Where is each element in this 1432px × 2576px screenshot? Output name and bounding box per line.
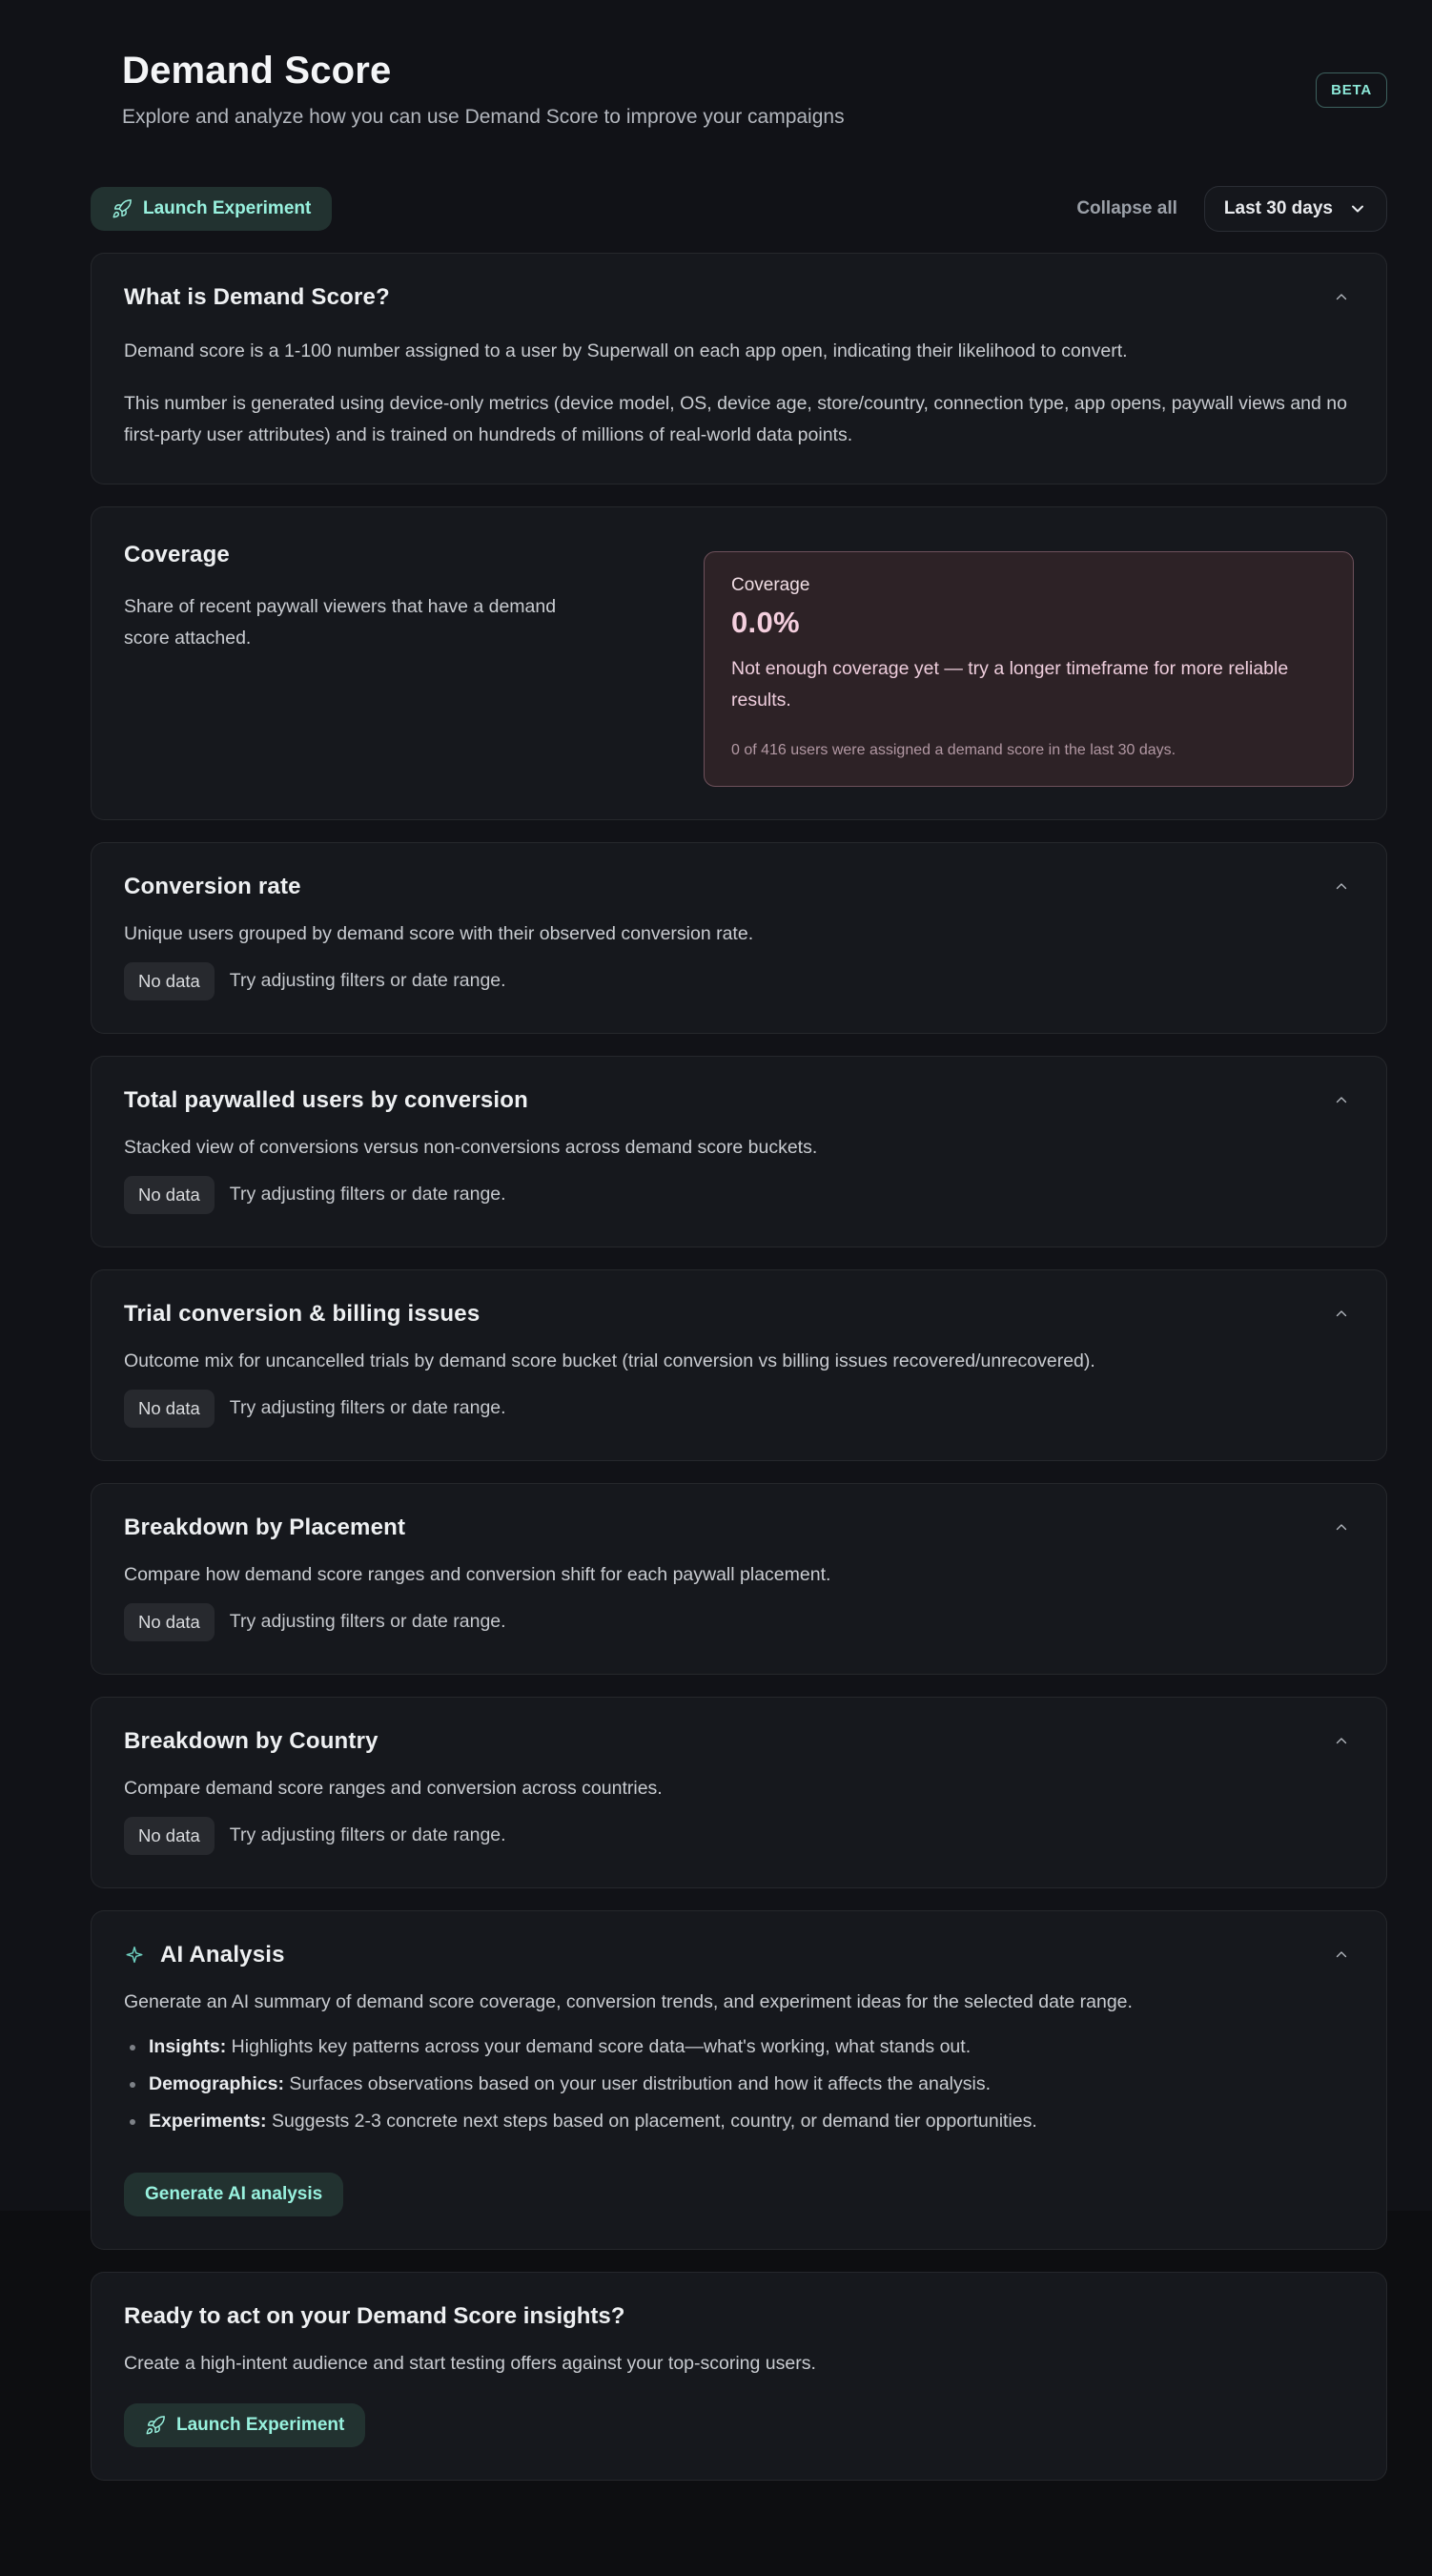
no-data-hint: Try adjusting filters or date range. [229, 970, 506, 992]
chevron-up-icon [1333, 884, 1350, 898]
bullet-label: Experiments: [149, 2110, 267, 2132]
chevron-up-icon [1333, 295, 1350, 309]
coverage-card-label: Coverage [731, 575, 810, 596]
launch-experiment-label: Launch Experiment [143, 198, 312, 218]
section-conversion-rate [91, 842, 1387, 1034]
chevron-up-icon [1333, 1525, 1350, 1539]
no-data-badge: No data [124, 1817, 215, 1855]
chevron-up-icon [1333, 1311, 1350, 1326]
toolbar [91, 186, 1387, 232]
section-description: Compare demand score ranges and conversion across countries. [124, 1777, 663, 1799]
section-header [124, 1087, 1354, 1114]
section-title: Coverage [124, 542, 230, 568]
section-header [124, 1515, 1354, 1541]
no-data-hint: Try adjusting filters or date range. [229, 1397, 506, 1419]
collapse-section-button[interactable] [1329, 875, 1354, 899]
section-title: Trial conversion & billing issues [124, 1300, 481, 1327]
section-list [91, 253, 1387, 2481]
coverage-value: 0.0% [731, 606, 800, 640]
ai-bullet-list [124, 2036, 1354, 2133]
section-total-paywalled-users [91, 1056, 1387, 1247]
no-data-row [124, 1390, 1354, 1428]
launch-experiment-button-bottom[interactable] [124, 2403, 365, 2447]
coverage-stat-card [704, 551, 1354, 786]
toolbar-right [1076, 186, 1387, 232]
cta-title: Ready to act on your Demand Score insights? [124, 2302, 625, 2329]
section-header [124, 284, 1354, 311]
section-trial-conversion [91, 1269, 1387, 1461]
no-data-badge: No data [124, 962, 215, 1000]
beta-badge: BETA [1316, 72, 1387, 108]
no-data-row [124, 1176, 1354, 1214]
collapse-section-button[interactable] [1329, 1729, 1354, 1754]
no-data-row [124, 1603, 1354, 1641]
no-data-badge: No data [124, 1603, 215, 1641]
section-breakdown-country [91, 1697, 1387, 1888]
chevron-up-icon [1333, 1739, 1350, 1753]
coverage-layout [124, 538, 1354, 786]
section-title: Conversion rate [124, 873, 301, 899]
date-range-value: Last 30 days [1223, 198, 1333, 218]
section-cta [91, 2272, 1387, 2481]
section-title: Breakdown by Country [124, 1727, 378, 1754]
no-data-hint: Try adjusting filters or date range. [229, 1184, 506, 1206]
bullet-text: Highlights key patterns across your demand score data—what's working, what stands out. [226, 2035, 972, 2057]
cta-description: Create a high-intent audience and start testing offers against your top-scoring users. [124, 2352, 816, 2374]
section-header [124, 1942, 1354, 1968]
what-is-paragraph-1: Demand score is a 1-100 number assigned to a user by Superwall on each app open, indicating their likelihood to convert. [124, 340, 1128, 361]
no-data-badge: No data [124, 1390, 215, 1428]
collapse-section-button[interactable] [1329, 1515, 1354, 1540]
what-is-paragraph-2: This number is generated using device-only metrics (device model, OS, device age, store/country, connection type, app opens, paywall views and no first-party user attributes) and is trained on hundreds of millions of real-world data points. [124, 393, 1347, 446]
coverage-description: Share of recent paywall viewers that have a demand score attached. [124, 596, 557, 649]
launch-experiment-button[interactable] [91, 187, 332, 231]
generate-ai-analysis-label: Generate AI analysis [145, 2183, 323, 2204]
section-header [124, 1301, 1354, 1328]
chevron-down-icon [1348, 199, 1367, 218]
sparkle-icon [124, 1945, 145, 1966]
launch-experiment-label: Launch Experiment [176, 2414, 345, 2435]
bullet-label: Demographics: [149, 2072, 284, 2094]
section-title: What is Demand Score? [124, 284, 390, 310]
page-title: Demand Score [122, 50, 392, 92]
coverage-text [124, 538, 601, 786]
generate-ai-analysis-button[interactable] [124, 2173, 343, 2216]
section-description: Stacked view of conversions versus non-conversions across demand score buckets. [124, 1136, 818, 1158]
section-title: Total paywalled users by conversion [124, 1086, 529, 1113]
collapse-section-button[interactable] [1329, 1302, 1354, 1327]
section-breakdown-placement [91, 1483, 1387, 1675]
chevron-up-icon [1333, 1098, 1350, 1112]
section-coverage [91, 506, 1387, 819]
page-header [91, 50, 1387, 129]
section-ai-analysis [91, 1910, 1387, 2250]
no-data-row [124, 962, 1354, 1000]
collapse-section-button[interactable] [1329, 1943, 1354, 1968]
coverage-message: Not enough coverage yet — try a longer timeframe for more reliable results. [731, 658, 1289, 711]
ai-title-wrap [124, 1942, 285, 1968]
bullet-text: Suggests 2-3 concrete next steps based on placement, country, or demand tier opportunities. [266, 2110, 1037, 2132]
section-title: AI Analysis [160, 1941, 285, 1968]
bullet-label: Insights: [149, 2035, 227, 2057]
ai-bullet-experiments [124, 2111, 1354, 2133]
no-data-badge: No data [124, 1176, 215, 1214]
collapse-all-button[interactable]: Collapse all [1076, 198, 1177, 218]
chevron-up-icon [1333, 1952, 1350, 1967]
date-range-select[interactable] [1204, 186, 1387, 232]
section-header [124, 874, 1354, 900]
ai-description: Generate an AI summary of demand score coverage, conversion trends, and experiment ideas for the selected date range. [124, 1990, 1133, 2012]
page-subtitle: Explore and analyze how you can use Demand Score to improve your campaigns [122, 106, 845, 128]
page-header-text [122, 50, 845, 129]
collapse-section-button[interactable] [1329, 285, 1354, 310]
ai-bullet-insights [124, 2036, 1354, 2058]
section-description: Compare how demand score ranges and conversion shift for each paywall placement. [124, 1563, 831, 1585]
rocket-icon [145, 2415, 166, 2436]
bullet-text: Surfaces observations based on your user distribution and how it affects the analysis. [283, 2072, 992, 2094]
rocket-icon [112, 198, 133, 219]
section-description: Unique users grouped by demand score with their observed conversion rate. [124, 922, 754, 944]
no-data-hint: Try adjusting filters or date range. [229, 1824, 506, 1846]
section-what-is-demand-score [91, 253, 1387, 484]
section-header [124, 1728, 1354, 1755]
collapse-section-button[interactable] [1329, 1088, 1354, 1113]
no-data-row [124, 1817, 1354, 1855]
section-description: Outcome mix for uncancelled trials by demand score bucket (trial conversion vs billing issues recovered/unrecovered). [124, 1350, 1095, 1371]
no-data-hint: Try adjusting filters or date range. [229, 1611, 506, 1633]
coverage-detail: 0 of 416 users were assigned a demand score in the last 30 days. [731, 741, 1176, 758]
ai-bullet-demographics [124, 2073, 1354, 2095]
section-title: Breakdown by Placement [124, 1514, 406, 1540]
